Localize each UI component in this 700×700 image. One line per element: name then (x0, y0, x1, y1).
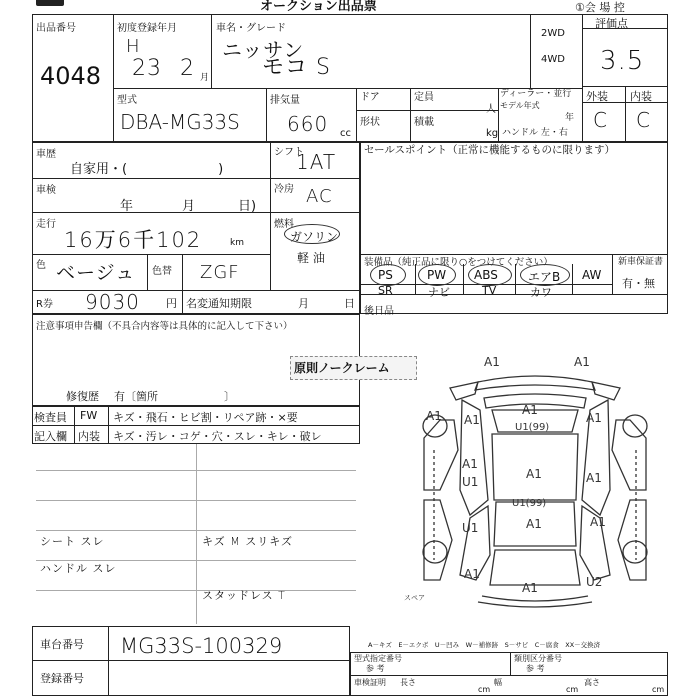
equip-aw: AW (582, 268, 602, 282)
score-value: 3.5 (600, 46, 645, 76)
mark-12: A1 (526, 517, 542, 531)
color-code-label: 色替 (152, 266, 172, 277)
mark-8: A1 (462, 457, 478, 471)
inspector-interior-items: キズ・汚レ・コゲ・穴・スレ・キレ・破レ (113, 430, 322, 443)
color-code: ZGF (200, 262, 240, 283)
header-logo (36, 0, 64, 6)
inspection-month: 月 (182, 199, 196, 214)
mark-1: A1 (484, 355, 500, 369)
repair-value: 有〔箇所 〕 (114, 390, 235, 403)
recycle-label: R券 (36, 299, 53, 310)
model-label: 型式 (117, 95, 137, 106)
capacity-label: 定員 (414, 92, 434, 103)
equip-tv: TV (482, 284, 497, 297)
dealer-model-year: モデル年式 (500, 101, 540, 110)
mark-18: U1 (462, 521, 479, 535)
equip-ps: PS (378, 268, 393, 282)
damage-legend: A－キズ E－エクボ U－凹み W－補修跡 S－サビ C－腐食 XX－交換済 (368, 641, 601, 649)
recycle-value: 9030 (85, 290, 140, 314)
reg-label: 初度登録年月 (117, 23, 177, 34)
mark-13: U1(99) (512, 498, 547, 509)
fuel-diesel: 軽 油 (297, 251, 325, 265)
equipment-label: 装備品（純正品に限り○をつけてください） (364, 257, 553, 268)
load-unit: kg (486, 128, 499, 139)
mileage-value: 16万6千102 (64, 228, 203, 252)
mark-10: A1 (526, 467, 542, 481)
inspector-fw: FW (80, 409, 98, 422)
mark-7: U1(99) (515, 422, 550, 433)
displacement-label: 排気量 (270, 95, 300, 106)
inspection-day: 日) (238, 199, 257, 214)
cat-ref: 参 考 (526, 664, 545, 673)
mileage-unit: km (230, 238, 244, 248)
cert-width: 幅 (494, 678, 502, 687)
inspection-year: 年 (120, 199, 134, 214)
drive-2wd: 2WD (541, 28, 565, 39)
repair-label: 修復歴 (66, 390, 99, 403)
note-scratch: キズ M スリキズ (202, 535, 294, 548)
reg-month-unit: 月 (200, 73, 210, 83)
usage-value: 自家用・( ) (70, 162, 224, 177)
capacity-unit: 人 (486, 104, 496, 115)
note-sheet-stain: シート スレ (40, 535, 105, 548)
ac-value: AC (306, 186, 333, 207)
reg-era: H (126, 36, 141, 57)
header-title: オークション出品票 (260, 0, 377, 14)
equip-pw: PW (427, 268, 447, 282)
mark-14: A1 (590, 515, 606, 529)
notes-label: 注意事項申告欄（不具合内容等は具体的に記入して下さい） (36, 321, 293, 332)
ac-label: 冷房 (274, 184, 294, 195)
ext-value: C (593, 108, 608, 132)
mark-9: U1 (462, 475, 479, 489)
recycle-unit: 円 (166, 297, 177, 310)
car-diagram (400, 350, 670, 620)
equip-abs: ABS (474, 268, 498, 282)
ext-label: 外装 (586, 90, 608, 103)
door-label: ドア (360, 92, 380, 103)
reg-number-label: 登録番号 (40, 672, 84, 685)
note-handle-stain: ハンドル スレ (40, 562, 117, 575)
cert-length: 長さ (400, 678, 416, 687)
mark-4: A1 (464, 413, 480, 427)
displacement-value: 660 (287, 112, 329, 136)
car-name: ニッサン (222, 38, 305, 62)
cert-length-cm: cm (478, 685, 491, 694)
car-grade: モコ S (262, 55, 331, 80)
shift-value: 1AT (296, 150, 337, 174)
mark-15: A1 (464, 567, 480, 581)
model-value: DBA-MG33S (120, 110, 240, 134)
equip-airbag: エアB (528, 270, 561, 284)
inspector-label1: 検査員 (34, 411, 67, 424)
warranty-label: 新車保証書 (618, 257, 664, 267)
handle-label: ハンドル 左・右 (502, 128, 568, 138)
chassis-label: 車台番号 (40, 638, 84, 651)
equip-abs-circle (468, 264, 512, 286)
lot-number: 4048 (40, 62, 102, 90)
name-change-month: 月 (298, 297, 309, 310)
car-label: 車名・グレード (216, 23, 286, 34)
mark-3: A1 (426, 409, 442, 423)
drive-4wd: 4WD (541, 54, 565, 65)
reg-year: 23 (132, 56, 162, 81)
mark-2: A1 (574, 355, 590, 369)
usage-label: 車歴 (36, 149, 56, 160)
score-label: 評価点 (595, 17, 628, 30)
type-ref: 参 考 (366, 664, 385, 673)
mark-5: A1 (522, 403, 538, 417)
color-label: 色 (36, 260, 46, 271)
name-change-day: 日 (344, 297, 355, 310)
fuel-gasoline: ガソリン (290, 230, 339, 244)
cert-height-cm: cm (652, 685, 665, 694)
equip-ps-circle (370, 264, 406, 286)
int-label: 内装 (630, 90, 652, 103)
inspector-interior: 内装 (78, 430, 100, 443)
mark-11: A1 (586, 471, 602, 485)
type-label: 型式指定番号 (354, 654, 402, 663)
mark-17: U2 (586, 575, 603, 589)
lot-label: 出品番号 (36, 23, 76, 34)
spare-label: スペア (404, 594, 425, 602)
cat-label: 類別区分番号 (514, 654, 562, 663)
fuel-label: 燃料 (274, 219, 294, 230)
equip-navi: ナビ (428, 286, 450, 299)
load-label: 積載 (414, 117, 434, 128)
color-value: ベージュ (56, 262, 136, 284)
note-stud: スタッドレス T (202, 589, 286, 602)
dealer-label: ディーラー・並行 (500, 89, 572, 99)
dealer-year: 年 (565, 113, 575, 123)
name-change-label: 名変通知期限 (186, 297, 252, 310)
warranty-value: 有・無 (622, 277, 655, 290)
cert-height: 高さ (584, 678, 600, 687)
equip-pw-circle (418, 264, 456, 286)
equip-airbag-circle (520, 264, 570, 286)
fuel-gasoline-circle (284, 224, 340, 244)
inspector-fw-items: キズ・飛石・ヒビ割・リペア跡・×要 (113, 411, 298, 424)
notes-stamp-text: 原則ノークレーム (294, 361, 390, 375)
equip-sr: SR (378, 284, 393, 297)
chassis-value: MG33S-100329 (120, 634, 283, 658)
cert-label: 車検証明 (354, 678, 386, 687)
int-value: C (636, 108, 651, 132)
cert-width-cm: cm (566, 685, 579, 694)
after-delivery-label: 後日品 (364, 306, 394, 317)
reg-month: 2 (180, 56, 195, 81)
mileage-label: 走行 (36, 219, 56, 230)
mark-6: A1 (586, 411, 602, 425)
venue-label: ①会 場 控 (575, 1, 625, 14)
mark-16: A1 (522, 581, 538, 595)
selling-label: セールスポイント（正常に機能するものに限ります） (364, 144, 616, 156)
inspection-label: 車検 (36, 185, 56, 196)
inspector-label2: 記入欄 (34, 430, 67, 443)
equip-leather: カワ (530, 286, 552, 299)
shape-label: 形状 (360, 117, 380, 128)
displacement-unit: cc (340, 128, 351, 139)
shift-label: シフト (274, 147, 304, 158)
